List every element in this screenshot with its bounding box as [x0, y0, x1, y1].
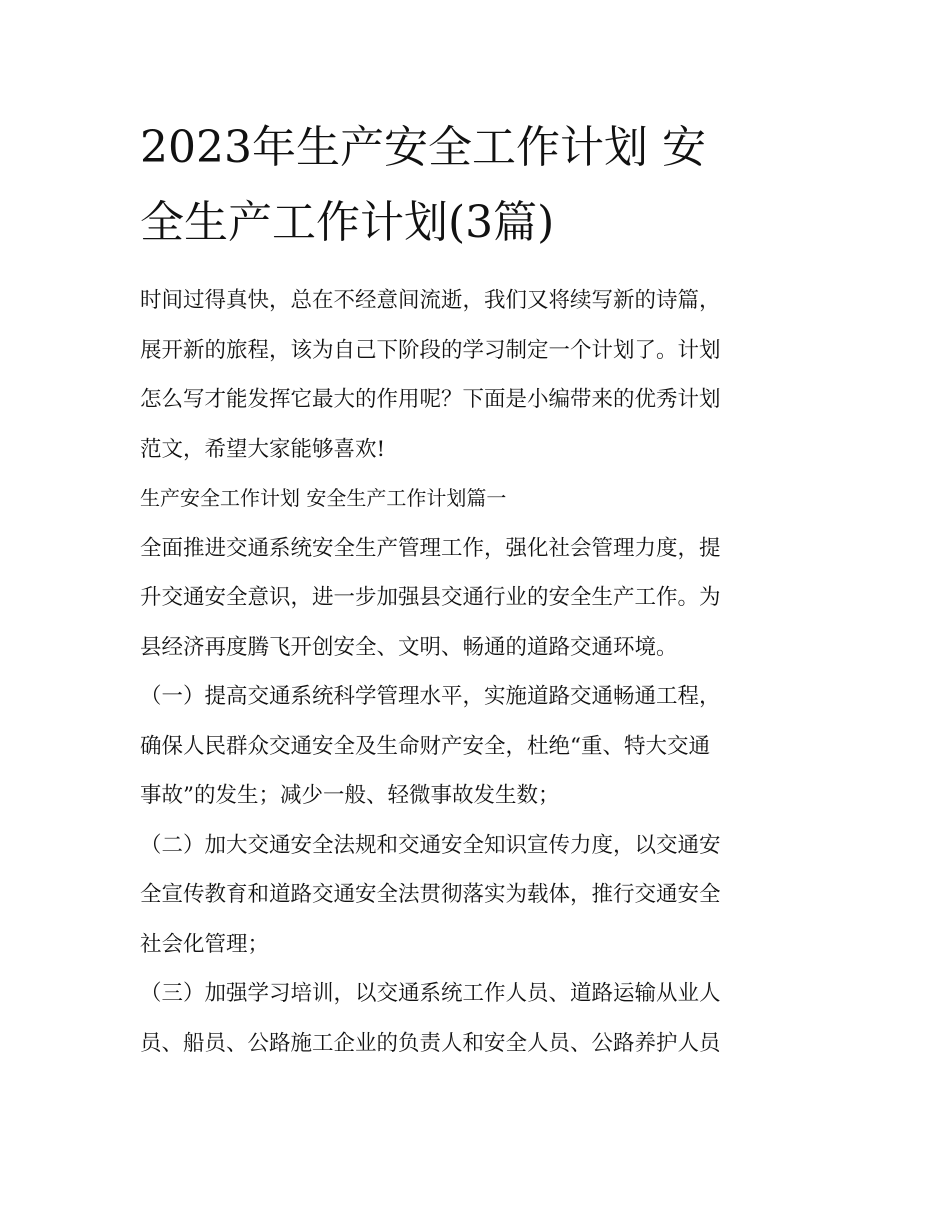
body-line: 全宣传教育和道路交通安全法贯彻落实为载体，推行交通安全: [140, 882, 721, 907]
body-line: 升交通安全意识，进一步加强县交通行业的安全生产工作。为: [140, 585, 721, 610]
document-page: [140, 110, 820, 1068]
body-line: 县经济再度腾飞开创安全、文明、畅通的道路交通环境。: [140, 634, 678, 660]
title-line-1: 2023年生产安全工作计划 安: [140, 122, 706, 173]
body-line: （一）提高交通系统科学管理水平，实施道路交通畅通工程，: [140, 684, 721, 709]
body-line: 确保人民群众交通安全及生命财产安全，杜绝“重、特大交通: [140, 733, 710, 759]
body-line: （三）加强学习培训，以交通系统工作人员、道路运输从业人: [140, 981, 721, 1006]
body-line: 员、船员、公路施工企业的负责人和安全人员、公路养护人员: [140, 1030, 721, 1056]
body-line: （二）加大交通安全法规和交通安全知识宣传力度，以交通安: [140, 832, 721, 858]
body-line: 怎么写才能发挥它最大的作用呢？下面是小编带来的优秀计划: [140, 387, 721, 412]
body-line: 事故”的发生；减少一般、轻微事故发生数；: [140, 783, 560, 808]
body-line: 社会化管理；: [140, 931, 270, 957]
body-line: 时间过得真快，总在不经意间流逝，我们又将续写新的诗篇，: [140, 288, 721, 313]
document-title: [140, 110, 820, 260]
title-line-2: 全生产工作计划(3篇): [140, 197, 555, 248]
body-line: 全面推进交通系统安全生产管理工作，强化社会管理力度，提: [140, 535, 721, 561]
section-heading: 生产安全工作计划 安全生产工作计划篇一: [140, 486, 507, 510]
body-line: 展开新的旅程，该为自己下阶段的学习制定一个计划了。计划: [140, 337, 721, 363]
document-body: [140, 276, 820, 1068]
body-line: 范文，希望大家能够喜欢!: [140, 436, 386, 462]
